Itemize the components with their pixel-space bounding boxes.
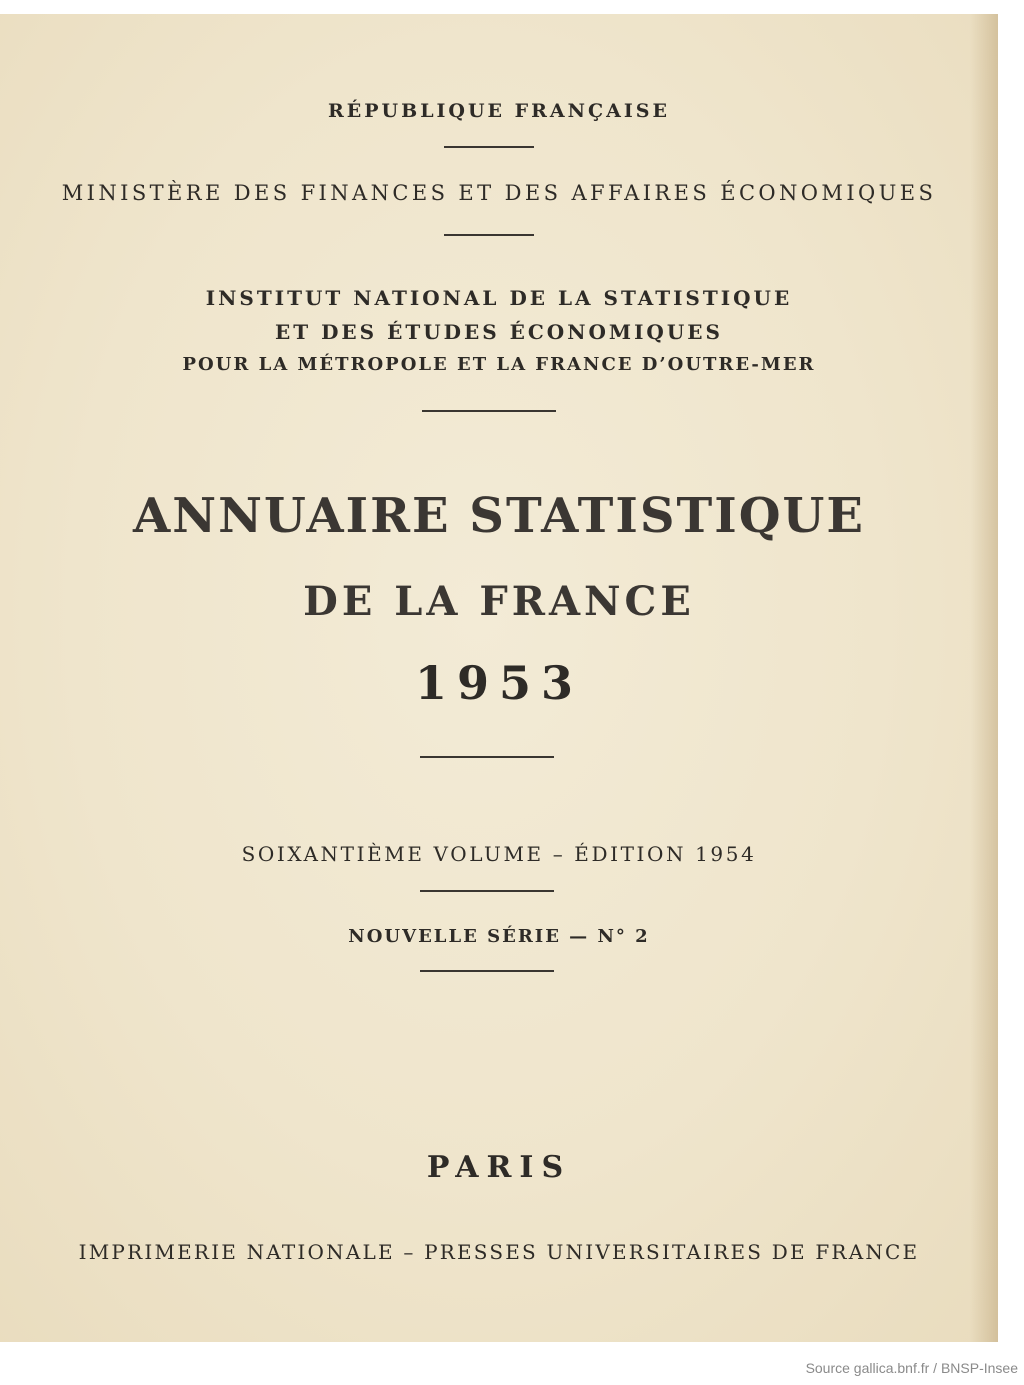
institute-line-1: INSTITUT NATIONAL DE LA STATISTIQUE [205, 286, 793, 310]
institute-line-3: POUR LA MÉTROPOLE ET LA FRANCE D’OUTRE-MER [182, 354, 816, 375]
subtitle: DE LA FRANCE [303, 578, 695, 625]
divider-rule [444, 146, 534, 148]
main-title: ANNUAIRE STATISTIQUE [133, 488, 865, 544]
series-number: NOUVELLE SÉRIE — N° 2 [348, 926, 650, 947]
publisher-city: PARIS [426, 1150, 572, 1185]
divider-rule [444, 234, 534, 236]
ministry-heading: MINISTÈRE DES FINANCES ET DES AFFAIRES ÉCONOMIQUES [61, 181, 937, 205]
publisher-imprint: IMPRIMERIE NATIONALE – PRESSES UNIVERSITAIRES DE FRANCE [78, 1240, 920, 1264]
title-page [0, 14, 998, 1342]
source-credit: Source gallica.bnf.fr / BNSP-Insee [805, 1360, 1018, 1376]
republic-heading: RÉPUBLIQUE FRANÇAISE [328, 100, 670, 122]
edition-volume: SOIXANTIÈME VOLUME – ÉDITION 1954 [241, 842, 757, 866]
institute-line-2: ET DES ÉTUDES ÉCONOMIQUES [275, 320, 723, 344]
divider-rule [420, 970, 554, 972]
divider-rule [420, 890, 554, 892]
year-title: 1953 [414, 656, 584, 710]
divider-rule [422, 410, 556, 412]
divider-rule [420, 756, 554, 758]
